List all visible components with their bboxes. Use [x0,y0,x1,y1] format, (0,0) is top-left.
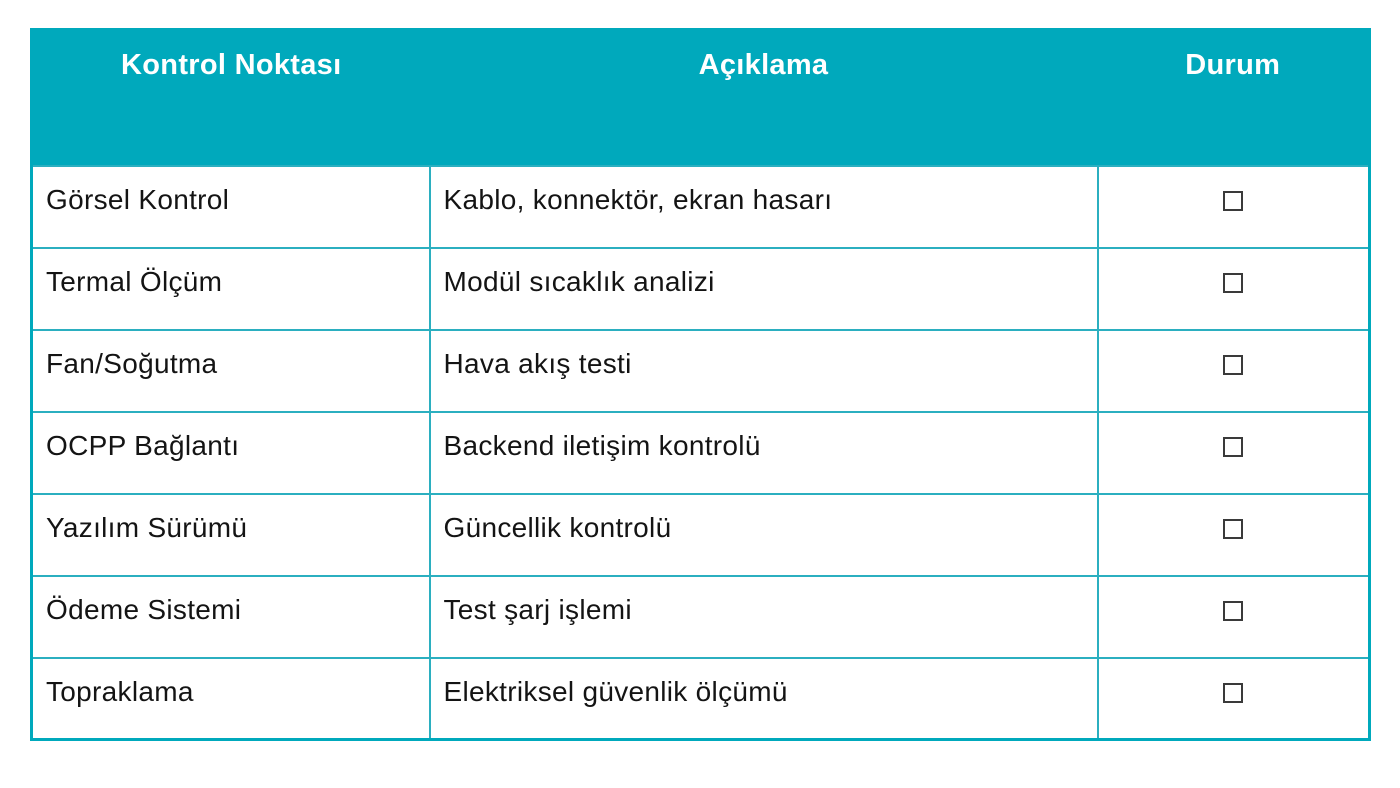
checkbox-icon[interactable] [1223,437,1243,457]
row-point-cell: Ödeme Sistemi [32,576,430,658]
row-status-cell [1098,494,1370,576]
row-status-cell [1098,330,1370,412]
row-point-cell: Görsel Kontrol [32,166,430,248]
row-description-cell: Backend iletişim kontrolü [430,412,1098,494]
maintenance-checklist-table [30,28,1371,741]
checkbox-icon[interactable] [1223,191,1243,211]
row-point-cell: OCPP Bağlantı [32,412,430,494]
row-description-cell: Hava akış testi [430,330,1098,412]
row-description-cell: Modül sıcaklık analizi [430,248,1098,330]
table-row [32,166,1370,248]
column-header-kontrol-noktasi: Kontrol Noktası [32,30,430,166]
column-header-durum: Durum [1098,30,1370,166]
row-point-cell: Fan/Soğutma [32,330,430,412]
checkbox-icon[interactable] [1223,601,1243,621]
table-row [32,658,1370,740]
checkbox-icon[interactable] [1223,683,1243,703]
checkbox-icon[interactable] [1223,519,1243,539]
row-description-cell: Kablo, konnektör, ekran hasarı [430,166,1098,248]
row-description-cell: Test şarj işlemi [430,576,1098,658]
checkbox-icon[interactable] [1223,355,1243,375]
row-status-cell [1098,658,1370,740]
column-header-aciklama: Açıklama [430,30,1098,166]
row-status-cell [1098,248,1370,330]
row-status-cell [1098,576,1370,658]
table-row [32,412,1370,494]
row-description-cell: Güncellik kontrolü [430,494,1098,576]
row-point-cell: Topraklama [32,658,430,740]
row-status-cell [1098,166,1370,248]
table-row [32,494,1370,576]
table-row [32,576,1370,658]
header-row [32,30,1370,166]
table-row [32,330,1370,412]
row-description-cell: Elektriksel güvenlik ölçümü [430,658,1098,740]
checkbox-icon[interactable] [1223,273,1243,293]
row-point-cell: Termal Ölçüm [32,248,430,330]
row-status-cell [1098,412,1370,494]
table-row [32,248,1370,330]
row-point-cell: Yazılım Sürümü [32,494,430,576]
